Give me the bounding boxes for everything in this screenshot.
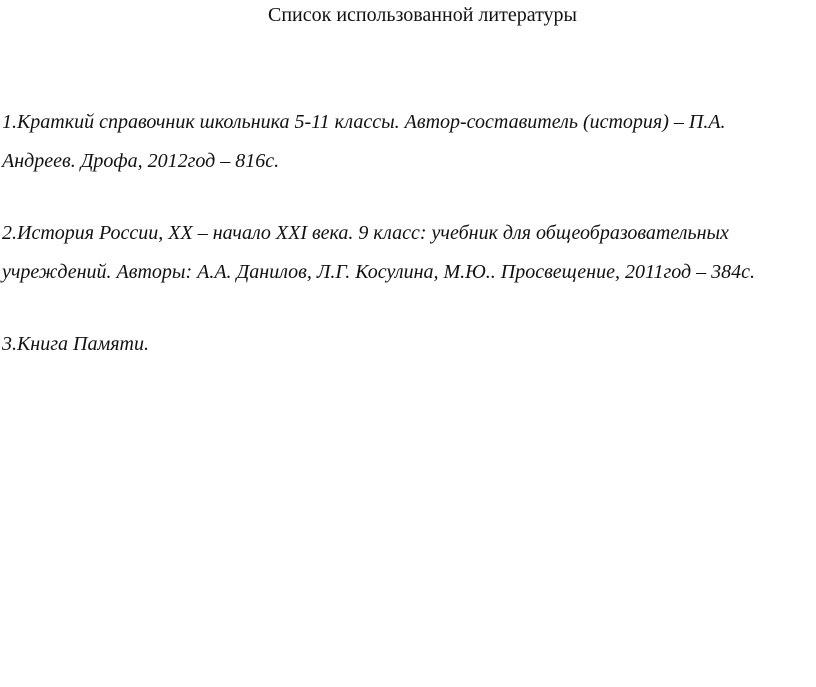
reference-3-line-1: 3.Книга Памяти. [2,333,149,355]
reference-item-2 [2,214,802,292]
reference-list [2,103,802,397]
reference-2-line-1: 2.История России, XX – начало XXI века. 9 класс: учебник для общеобразовательных [2,222,729,244]
reference-item-1 [2,103,802,181]
reference-item-3 [2,325,802,364]
reference-1-line-1: 1.Краткий справочник школьника 5-11 классы. Автор-составитель (история) – П.А. [2,111,726,133]
reference-2-line-2: учреждений. Авторы: А.А. Данилов, Л.Г. Косулина, М.Ю.. Просвещение, 2011год – 384с. [2,261,755,283]
reference-1-line-2: Андреев. Дрофа, 2012год – 816с. [2,150,280,172]
page-title: Список использованной литературы [268,4,577,26]
